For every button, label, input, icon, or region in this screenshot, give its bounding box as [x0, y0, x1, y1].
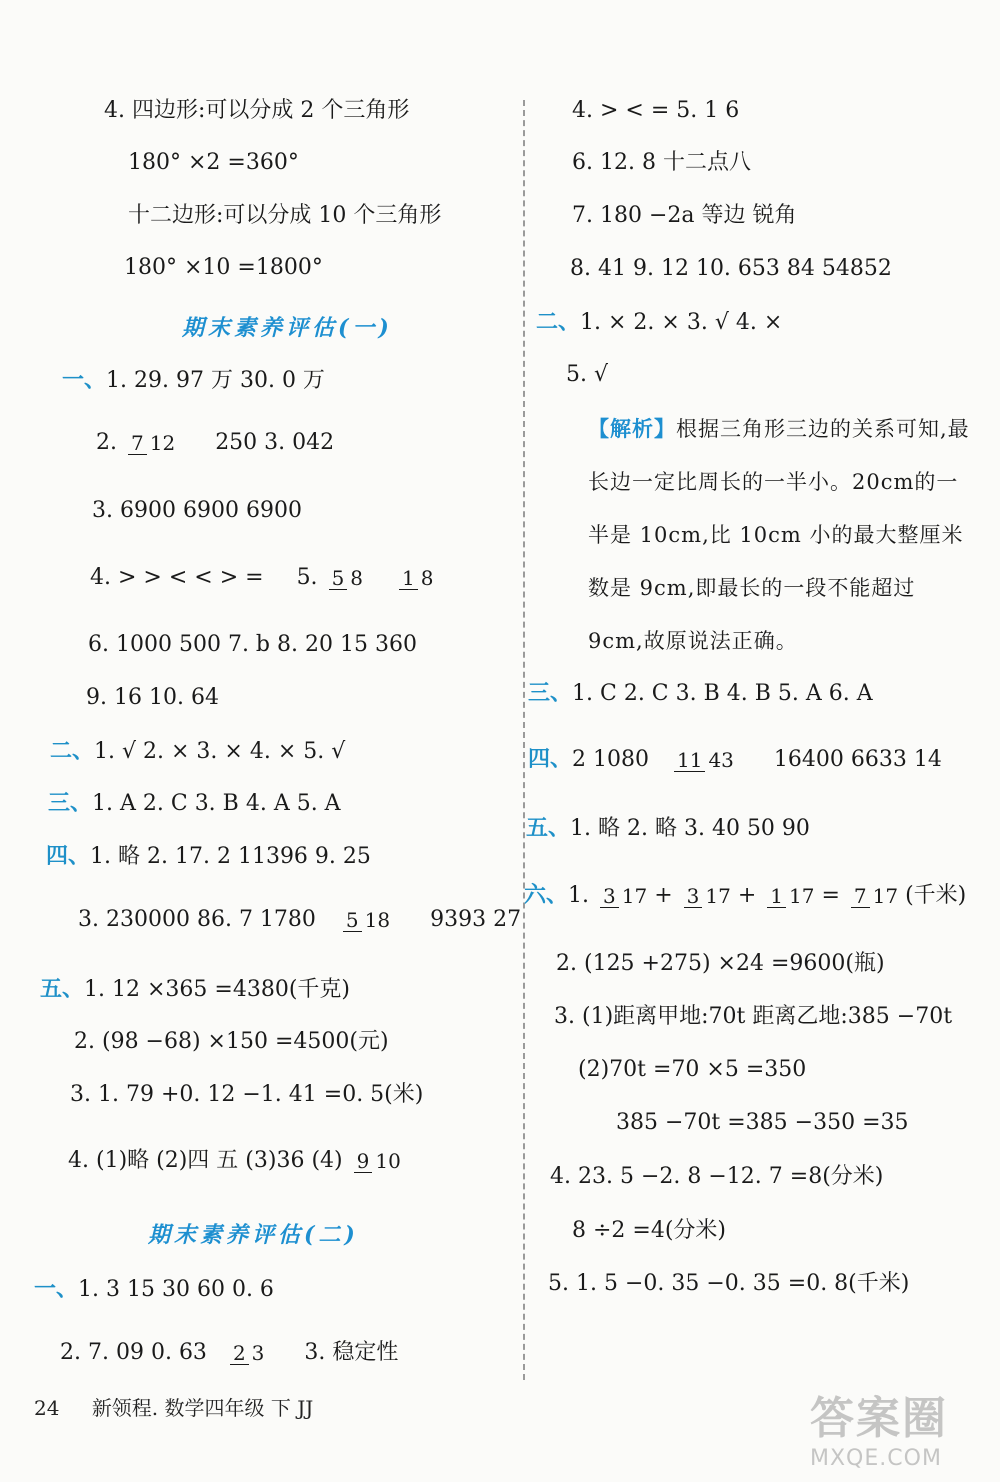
fraction: 3 17 [684, 885, 734, 908]
e1-sec4 [46, 843, 371, 870]
e1-sec5 [40, 976, 350, 1003]
r-sec6-q1: 六、1. 3 17 + 3 17 + 1 17 = 7 17 (千米) [524, 882, 967, 908]
section-label: 一、 [34, 1276, 79, 1302]
watermark-small: MXQE.COM [810, 1446, 942, 1471]
jiexi-tag: 【解析】 [588, 416, 676, 441]
r-sec6-q4b: 8 ÷2 =4(分米) [572, 1218, 727, 1243]
jiexi-note [588, 402, 978, 668]
e1-q6: 6. 1000 500 7. b 8. 20 15 360 [88, 632, 417, 657]
fraction: 1 8 [399, 567, 436, 590]
answer-text: 2. [96, 430, 117, 455]
answer-text: 1. 略 2. 略 3. 40 50 90 [570, 816, 810, 841]
r-sec5 [526, 815, 810, 842]
e1-sec5-q4 [68, 1148, 408, 1174]
answer-text: (千米) [905, 883, 967, 908]
page-footer [34, 1392, 313, 1421]
section-label: 四、 [46, 843, 91, 869]
fraction: 9 10 [354, 1150, 404, 1173]
answer-text: 1. 3 15 30 60 0. 6 [78, 1277, 274, 1302]
e1-sec2 [50, 738, 345, 765]
section-label: 三、 [48, 790, 93, 816]
answer-text: 1. 12 ×365 =4380(千克) [84, 977, 350, 1002]
answer-text: 250 3. 042 [215, 430, 335, 455]
section-label: 一、 [62, 367, 107, 393]
answer-text: 2. 7. 09 0. 63 [60, 1340, 207, 1365]
r-sec6-q3c: 385 −70t =385 −350 =35 [616, 1110, 909, 1135]
r-q4: 4. > < = 5. 1 6 [572, 98, 740, 123]
answer-text: 3. 稳定性 [304, 1340, 399, 1365]
fraction: 5 8 [329, 567, 366, 590]
e2-q2 [60, 1340, 398, 1366]
fraction: 7 12 [128, 432, 178, 455]
e1-sec5-q3: 3. 1. 79 +0. 12 −1. 41 =0. 5(米) [70, 1082, 424, 1107]
r-sec4 [528, 746, 942, 773]
section-label: 二、 [536, 309, 581, 335]
answer-text: 4. (1)略 (2)四 五 (3)36 (4) [68, 1148, 343, 1173]
section-label: 三、 [528, 680, 573, 706]
answer-text: 1. √ 2. × 3. × 4. × 5. √ [94, 739, 346, 764]
e1-q4 [90, 565, 441, 591]
e2-q1 [34, 1276, 274, 1303]
r-sec3 [528, 680, 873, 707]
r-sec2-q5: 5. √ [566, 362, 609, 387]
section-label: 五、 [40, 976, 85, 1002]
e1-q2 [96, 430, 334, 456]
e1-q9: 9. 16 10. 64 [86, 685, 219, 710]
q4-line3: 十二边形:可以分成 10 个三角形 [128, 203, 442, 228]
fraction: 1 17 [767, 885, 817, 908]
q4-eq2: 180° ×10 =1800° [124, 255, 323, 280]
answer-text: 4. > > < < > = [90, 565, 264, 590]
section-label: 六、 [524, 882, 569, 908]
section-label: 四、 [528, 746, 573, 772]
r-sec6-q3a: 3. (1)距离甲地:70t 距离乙地:385 −70t [554, 1004, 953, 1029]
r-q8: 8. 41 9. 12 10. 653 84 54852 [570, 256, 892, 281]
column-divider [523, 100, 525, 1380]
e1-sec5-q2: 2. (98 −68) ×150 =4500(元) [74, 1029, 389, 1054]
book-title: 新领程. 数学四年级 下 JJ [91, 1396, 314, 1420]
answer-text: 1. A 2. C 3. B 4. A 5. A [92, 791, 341, 816]
jiexi-text: 根据三角形三边的关系可知,最长边一定比周长的一半小。20cm的一半是 10cm,比 10cm 小的最大整厘米数是 9cm,即最长的一段不能超过 9cm,故原说法正确。 [588, 417, 970, 653]
eval2-title: 期末素养评估(二) [148, 1222, 359, 1248]
page-number: 24 [34, 1396, 60, 1420]
e1-q1 [62, 367, 325, 394]
answer-text: 1. [568, 883, 590, 908]
answer-text: 9393 27 [430, 907, 522, 932]
fraction: 2 3 [230, 1342, 267, 1365]
section-label: 五、 [526, 815, 571, 841]
answer-text: 5. [296, 565, 318, 590]
q4-eq1: 180° ×2 =360° [128, 150, 299, 175]
answer-text: 16400 6633 14 [773, 747, 942, 772]
r-sec6-q2: 2. (125 +275) ×24 =9600(瓶) [556, 951, 885, 976]
eval1-title: 期末素养评估(一) [182, 315, 393, 341]
answer-text: 2 1080 [572, 747, 649, 772]
fraction: 5 18 [343, 909, 393, 932]
e1-sec4-q3 [78, 907, 521, 933]
answer-text: 3. 230000 86. 7 1780 [78, 907, 316, 932]
fraction: 7 17 [851, 885, 901, 908]
watermark-big: 答案圈 [810, 1393, 948, 1444]
e1-sec3 [48, 790, 341, 817]
answer-text: 1. × 2. × 3. √ 4. × [580, 310, 783, 335]
answer-text: 1. 略 2. 17. 2 11396 9. 25 [90, 844, 371, 869]
r-q6: 6. 12. 8 十二点八 [572, 150, 751, 175]
answer-text: 1. C 2. C 3. B 4. B 5. A 6. A [572, 681, 873, 706]
r-sec6-q3b: (2)70t =70 ×5 =350 [578, 1057, 807, 1082]
r-q7: 7. 180 −2a 等边 锐角 [572, 203, 797, 228]
r-sec2 [536, 309, 782, 336]
r-sec6-q4a: 4. 23. 5 −2. 8 −12. 7 =8(分米) [550, 1164, 884, 1189]
r-sec6-q5: 5. 1. 5 −0. 35 −0. 35 =0. 8(千米) [548, 1271, 910, 1296]
fraction: 11 43 [674, 749, 737, 772]
watermark-logo [810, 1382, 990, 1472]
q4-line: 4. 四边形:可以分成 2 个三角形 [104, 98, 410, 123]
answer-text: 1. 29. 97 万 30. 0 万 [106, 368, 325, 393]
fraction: 3 17 [600, 885, 650, 908]
section-label: 二、 [50, 738, 95, 764]
e1-q3: 3. 6900 6900 6900 [92, 498, 302, 523]
